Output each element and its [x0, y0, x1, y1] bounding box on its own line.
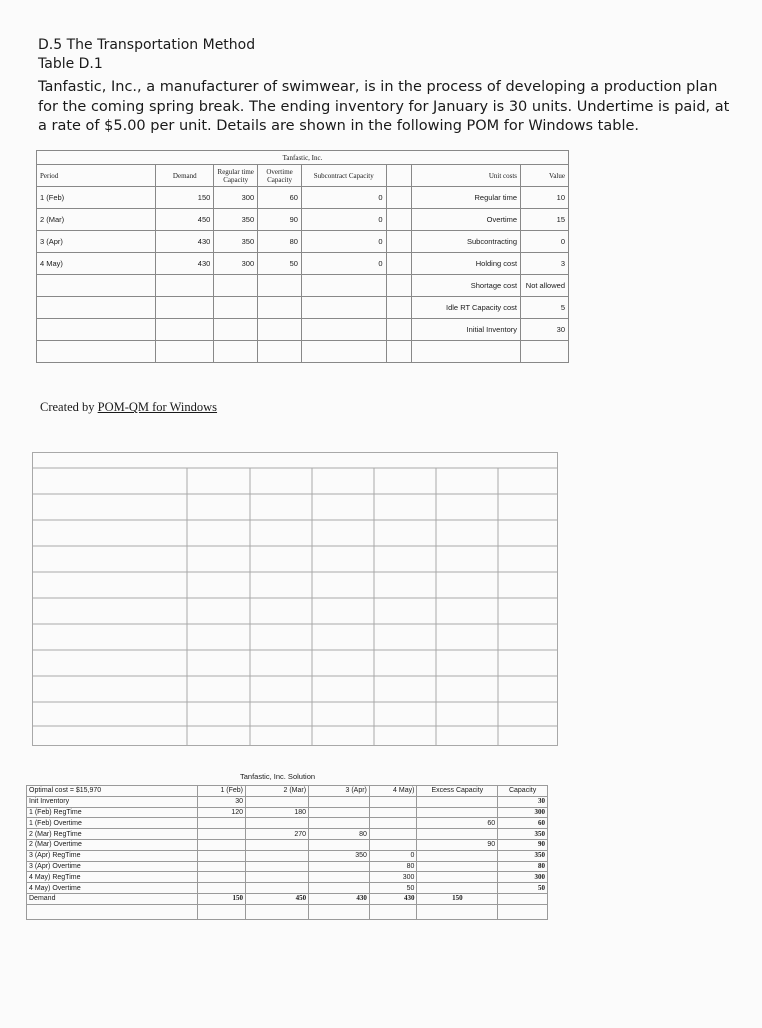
- cost-label: Overtime: [411, 209, 520, 231]
- cell: [369, 839, 417, 850]
- cell: [369, 829, 417, 840]
- cell: [309, 807, 370, 818]
- row-period: 1 (Feb): [37, 187, 156, 209]
- row-regular: 350: [214, 209, 258, 231]
- cell: 350: [309, 850, 370, 861]
- cell: 80: [309, 829, 370, 840]
- row-overtime: 80: [258, 231, 302, 253]
- input-table-title: Tanfastic, Inc.: [37, 151, 569, 165]
- spacer-cell: [386, 231, 411, 253]
- cost-value: Not allowed: [521, 275, 569, 297]
- row-period: 4 May): [37, 253, 156, 275]
- row-period: 3 (Apr): [37, 231, 156, 253]
- capacity-cell: 50: [498, 883, 548, 894]
- cell: [309, 883, 370, 894]
- row-subcontract: 0: [301, 187, 386, 209]
- cell: [198, 829, 246, 840]
- row-label: Demand: [27, 893, 198, 904]
- col-demand-header: Demand: [156, 165, 214, 187]
- cell: [369, 796, 417, 807]
- col-overtime-header: Overtime Capacity: [258, 165, 302, 187]
- col-header: 3 (Apr): [309, 786, 370, 797]
- col-unit-costs-header: Unit costs: [411, 165, 520, 187]
- cell: [417, 861, 498, 872]
- cell: [198, 861, 246, 872]
- capacity-cell: 80: [498, 861, 548, 872]
- row-period: 2 (Mar): [37, 209, 156, 231]
- capacity-cell: 350: [498, 850, 548, 861]
- demand-cell: 430: [309, 893, 370, 904]
- cell: [246, 839, 309, 850]
- cost-value: 0: [521, 231, 569, 253]
- cell: 270: [246, 829, 309, 840]
- blank-worksheet-grid: [32, 452, 558, 746]
- cell: [246, 861, 309, 872]
- cell: [417, 807, 498, 818]
- row-label: Init Inventory: [27, 796, 198, 807]
- cost-value: 10: [521, 187, 569, 209]
- cell: [417, 872, 498, 883]
- col-header: 4 May): [369, 786, 417, 797]
- cell: [417, 796, 498, 807]
- optimal-cost-header: Optimal cost = $15,970: [27, 786, 198, 797]
- cell: [309, 818, 370, 829]
- row-overtime: 60: [258, 187, 302, 209]
- demand-cell: 150: [417, 893, 498, 904]
- capacity-cell: 350: [498, 829, 548, 840]
- row-demand: 450: [156, 209, 214, 231]
- cell: [246, 796, 309, 807]
- row-label: 4 May) RegTime: [27, 872, 198, 883]
- row-subcontract: 0: [301, 231, 386, 253]
- cell: 90: [417, 839, 498, 850]
- cell: [246, 883, 309, 894]
- solution-table: [26, 785, 548, 920]
- cell: [198, 818, 246, 829]
- cost-value: 15: [521, 209, 569, 231]
- demand-cell: [498, 893, 548, 904]
- row-label: 3 (Apr) RegTime: [27, 850, 198, 861]
- cost-label: Holding cost: [411, 253, 520, 275]
- cell: [417, 850, 498, 861]
- input-table: [36, 150, 569, 363]
- row-label: 2 (Mar) RegTime: [27, 829, 198, 840]
- cell: [198, 839, 246, 850]
- cell: 30: [198, 796, 246, 807]
- cost-label: Idle RT Capacity cost: [411, 297, 520, 319]
- cell: 60: [417, 818, 498, 829]
- section-heading: D.5 The Transportation Method: [38, 37, 256, 53]
- cell: 50: [369, 883, 417, 894]
- col-header: 1 (Feb): [198, 786, 246, 797]
- intro-paragraph: Tanfastic, Inc., a manufacturer of swimwear, is in the process of developing a production plan for the coming spring break. The ending inventory for January is 30 units. Undertime is paid, at a rate of $5.00 per unit. Details are shown in the following POM for Windows table.: [38, 79, 730, 134]
- cell: [309, 861, 370, 872]
- cell: 180: [246, 807, 309, 818]
- col-header: Excess Capacity: [417, 786, 498, 797]
- cell: 80: [369, 861, 417, 872]
- capacity-cell: 90: [498, 839, 548, 850]
- spacer-cell: [386, 187, 411, 209]
- col-subcontract-header: Subcontract Capacity: [301, 165, 386, 187]
- col-period-header: Period: [37, 165, 156, 187]
- row-regular: 300: [214, 187, 258, 209]
- col-regular-header: Regular time Capacity: [214, 165, 258, 187]
- row-demand: 430: [156, 253, 214, 275]
- row-regular: 350: [214, 231, 258, 253]
- cell: 0: [369, 850, 417, 861]
- cell: [417, 883, 498, 894]
- cell: [198, 872, 246, 883]
- credit-prefix: Created by: [40, 400, 98, 414]
- cost-label: Regular time: [411, 187, 520, 209]
- row-subcontract: 0: [301, 253, 386, 275]
- solution-title: Tanfastic, Inc. Solution: [240, 772, 316, 781]
- spacer-cell: [386, 165, 411, 187]
- cost-value: 3: [521, 253, 569, 275]
- cost-label: Shortage cost: [411, 275, 520, 297]
- cost-value: 5: [521, 297, 569, 319]
- row-label: 1 (Feb) Overtime: [27, 818, 198, 829]
- pom-link[interactable]: POM-QM for Windows: [97, 400, 218, 414]
- spacer-cell: [386, 253, 411, 275]
- capacity-cell: 300: [498, 807, 548, 818]
- row-label: 3 (Apr) Overtime: [27, 861, 198, 872]
- cell: [198, 850, 246, 861]
- cell: [309, 839, 370, 850]
- cost-label: Subcontracting: [411, 231, 520, 253]
- demand-cell: 450: [246, 893, 309, 904]
- demand-cell: 430: [369, 893, 417, 904]
- cost-label: Initial Inventory: [411, 319, 520, 341]
- cost-value: 30: [521, 319, 569, 341]
- capacity-cell: 30: [498, 796, 548, 807]
- cell: [369, 818, 417, 829]
- cell: [369, 807, 417, 818]
- cell: [309, 796, 370, 807]
- row-overtime: 50: [258, 253, 302, 275]
- row-label: 4 May) Overtime: [27, 883, 198, 894]
- cell: [246, 850, 309, 861]
- row-demand: 150: [156, 187, 214, 209]
- row-subcontract: 0: [301, 209, 386, 231]
- demand-cell: 150: [198, 893, 246, 904]
- credit-line: [40, 400, 217, 415]
- row-regular: 300: [214, 253, 258, 275]
- cell: [309, 872, 370, 883]
- row-overtime: 90: [258, 209, 302, 231]
- cell: [417, 829, 498, 840]
- spacer-cell: [386, 209, 411, 231]
- cell: [198, 883, 246, 894]
- row-label: 2 (Mar) Overtime: [27, 839, 198, 850]
- cell: 300: [369, 872, 417, 883]
- row-demand: 430: [156, 231, 214, 253]
- cell: [246, 818, 309, 829]
- row-label: 1 (Feb) RegTime: [27, 807, 198, 818]
- col-header: 2 (Mar): [246, 786, 309, 797]
- cell: 120: [198, 807, 246, 818]
- table-label: Table D.1: [38, 56, 103, 72]
- capacity-cell: 60: [498, 818, 548, 829]
- cell: [246, 872, 309, 883]
- col-value-header: Value: [521, 165, 569, 187]
- capacity-cell: 300: [498, 872, 548, 883]
- col-header: Capacity: [498, 786, 548, 797]
